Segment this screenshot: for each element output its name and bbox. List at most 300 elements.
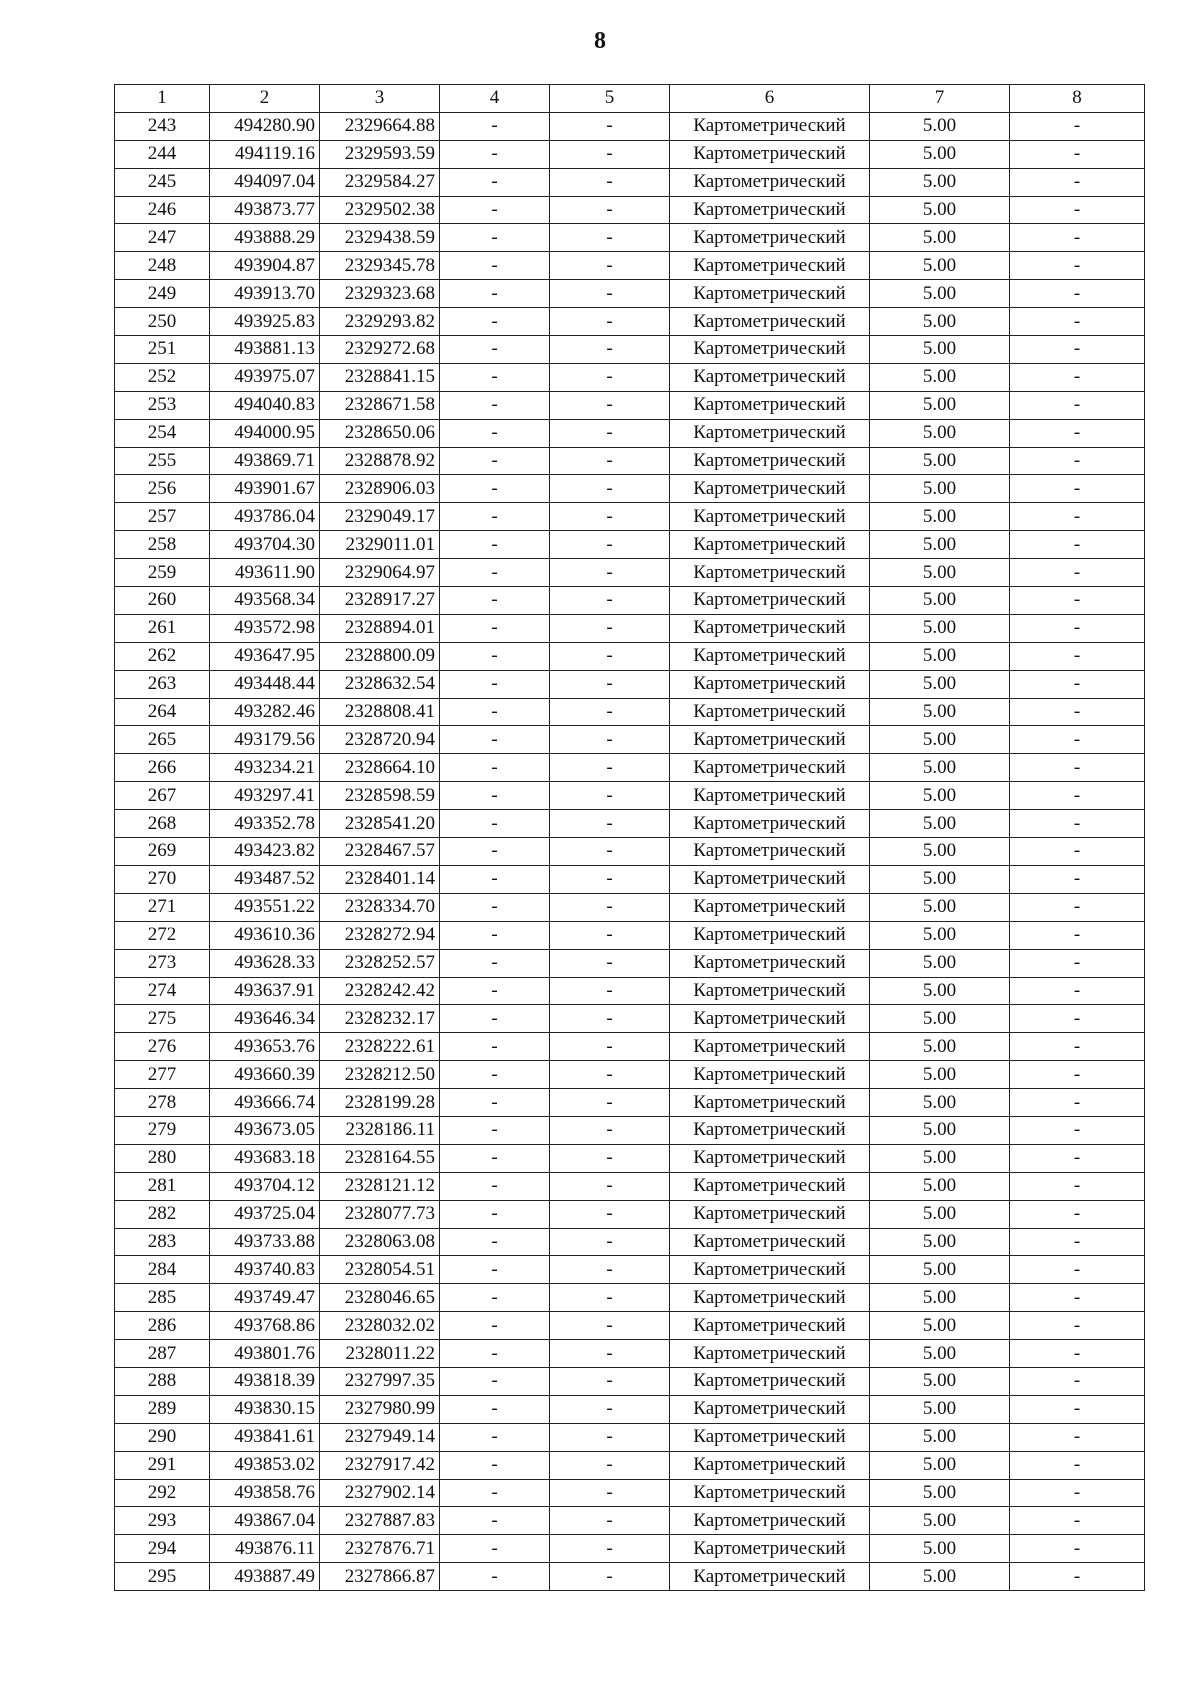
x-coordinate-cell: 493610.36: [210, 921, 320, 949]
method-cell: Картометрический: [670, 559, 870, 587]
column-8-cell: -: [1010, 587, 1145, 615]
y-coordinate-cell: 2328186.11: [320, 1116, 440, 1144]
accuracy-cell: 5.00: [870, 642, 1010, 670]
method-cell: Картометрический: [670, 1312, 870, 1340]
column-4-cell: -: [440, 782, 550, 810]
x-coordinate-cell: 493423.82: [210, 838, 320, 866]
column-4-cell: -: [440, 1367, 550, 1395]
y-coordinate-cell: 2328541.20: [320, 810, 440, 838]
accuracy-cell: 5.00: [870, 1507, 1010, 1535]
column-5-cell: -: [550, 503, 670, 531]
point-number-cell: 243: [115, 112, 210, 140]
point-number-cell: 263: [115, 670, 210, 698]
y-coordinate-cell: 2328046.65: [320, 1284, 440, 1312]
x-coordinate-cell: 493487.52: [210, 865, 320, 893]
accuracy-cell: 5.00: [870, 419, 1010, 447]
column-5-cell: -: [550, 642, 670, 670]
column-4-cell: -: [440, 391, 550, 419]
method-cell: Картометрический: [670, 224, 870, 252]
point-number-cell: 291: [115, 1451, 210, 1479]
column-4-cell: -: [440, 559, 550, 587]
column-5-cell: -: [550, 308, 670, 336]
column-8-cell: -: [1010, 168, 1145, 196]
method-cell: Картометрический: [670, 1116, 870, 1144]
column-8-cell: -: [1010, 1033, 1145, 1061]
point-number-cell: 266: [115, 754, 210, 782]
column-5-cell: -: [550, 196, 670, 224]
x-coordinate-cell: 493830.15: [210, 1395, 320, 1423]
method-cell: Картометрический: [670, 140, 870, 168]
accuracy-cell: 5.00: [870, 391, 1010, 419]
column-4-cell: -: [440, 642, 550, 670]
column-8-cell: -: [1010, 391, 1145, 419]
point-number-cell: 289: [115, 1395, 210, 1423]
column-4-cell: -: [440, 1228, 550, 1256]
column-4-cell: -: [440, 1061, 550, 1089]
method-cell: Картометрический: [670, 1507, 870, 1535]
x-coordinate-cell: 493673.05: [210, 1116, 320, 1144]
table-row: [115, 1033, 1145, 1061]
y-coordinate-cell: 2329502.38: [320, 196, 440, 224]
column-5-cell: -: [550, 224, 670, 252]
table-row: [115, 782, 1145, 810]
y-coordinate-cell: 2328894.01: [320, 614, 440, 642]
method-cell: Картометрический: [670, 893, 870, 921]
y-coordinate-cell: 2328401.14: [320, 865, 440, 893]
point-number-cell: 271: [115, 893, 210, 921]
accuracy-cell: 5.00: [870, 224, 1010, 252]
column-5-cell: -: [550, 1535, 670, 1563]
accuracy-cell: 5.00: [870, 1423, 1010, 1451]
accuracy-cell: 5.00: [870, 336, 1010, 364]
x-coordinate-cell: 493801.76: [210, 1340, 320, 1368]
column-4-cell: -: [440, 1284, 550, 1312]
table-row: [115, 252, 1145, 280]
accuracy-cell: 5.00: [870, 1200, 1010, 1228]
y-coordinate-cell: 2327887.83: [320, 1507, 440, 1535]
table-row: [115, 1005, 1145, 1033]
column-8-cell: -: [1010, 893, 1145, 921]
table-row: [115, 698, 1145, 726]
column-5-cell: -: [550, 140, 670, 168]
y-coordinate-cell: 2328598.59: [320, 782, 440, 810]
x-coordinate-cell: 493179.56: [210, 726, 320, 754]
y-coordinate-cell: 2329438.59: [320, 224, 440, 252]
column-5-cell: -: [550, 363, 670, 391]
column-5-cell: -: [550, 280, 670, 308]
point-number-cell: 278: [115, 1089, 210, 1117]
column-8-cell: -: [1010, 1005, 1145, 1033]
accuracy-cell: 5.00: [870, 168, 1010, 196]
method-cell: Картометрический: [670, 642, 870, 670]
column-4-cell: -: [440, 1172, 550, 1200]
point-number-cell: 272: [115, 921, 210, 949]
table-row: [115, 1200, 1145, 1228]
column-8-cell: -: [1010, 559, 1145, 587]
x-coordinate-cell: 493925.83: [210, 308, 320, 336]
accuracy-cell: 5.00: [870, 1033, 1010, 1061]
x-coordinate-cell: 493733.88: [210, 1228, 320, 1256]
column-header-2: 2: [210, 85, 320, 113]
column-header-6: 6: [670, 85, 870, 113]
table-body: [115, 112, 1145, 1590]
column-header-8: 8: [1010, 85, 1145, 113]
column-4-cell: -: [440, 1451, 550, 1479]
method-cell: Картометрический: [670, 921, 870, 949]
x-coordinate-cell: 493768.86: [210, 1312, 320, 1340]
column-8-cell: -: [1010, 1479, 1145, 1507]
column-4-cell: -: [440, 308, 550, 336]
table-row: [115, 1535, 1145, 1563]
column-4-cell: -: [440, 503, 550, 531]
column-4-cell: -: [440, 587, 550, 615]
point-number-cell: 246: [115, 196, 210, 224]
column-8-cell: -: [1010, 1367, 1145, 1395]
method-cell: Картометрический: [670, 1451, 870, 1479]
table-row: [115, 1340, 1145, 1368]
y-coordinate-cell: 2328242.42: [320, 977, 440, 1005]
accuracy-cell: 5.00: [870, 865, 1010, 893]
y-coordinate-cell: 2327949.14: [320, 1423, 440, 1451]
method-cell: Картометрический: [670, 810, 870, 838]
point-number-cell: 277: [115, 1061, 210, 1089]
x-coordinate-cell: 493653.76: [210, 1033, 320, 1061]
table-row: [115, 224, 1145, 252]
column-4-cell: -: [440, 447, 550, 475]
accuracy-cell: 5.00: [870, 475, 1010, 503]
point-number-cell: 247: [115, 224, 210, 252]
x-coordinate-cell: 493666.74: [210, 1089, 320, 1117]
accuracy-cell: 5.00: [870, 280, 1010, 308]
table-row: [115, 949, 1145, 977]
method-cell: Картометрический: [670, 531, 870, 559]
table-row: [115, 1256, 1145, 1284]
method-cell: Картометрический: [670, 977, 870, 1005]
column-5-cell: -: [550, 559, 670, 587]
table-row: [115, 1089, 1145, 1117]
table-row: [115, 503, 1145, 531]
column-8-cell: -: [1010, 531, 1145, 559]
point-number-cell: 288: [115, 1367, 210, 1395]
accuracy-cell: 5.00: [870, 363, 1010, 391]
column-5-cell: -: [550, 1144, 670, 1172]
method-cell: Картометрический: [670, 475, 870, 503]
point-number-cell: 261: [115, 614, 210, 642]
point-number-cell: 284: [115, 1256, 210, 1284]
column-header-5: 5: [550, 85, 670, 113]
column-5-cell: -: [550, 698, 670, 726]
point-number-cell: 274: [115, 977, 210, 1005]
column-4-cell: -: [440, 1479, 550, 1507]
point-number-cell: 279: [115, 1116, 210, 1144]
column-8-cell: -: [1010, 810, 1145, 838]
method-cell: Картометрический: [670, 168, 870, 196]
table-row: [115, 1563, 1145, 1591]
x-coordinate-cell: 493683.18: [210, 1144, 320, 1172]
point-number-cell: 249: [115, 280, 210, 308]
column-5-cell: -: [550, 838, 670, 866]
point-number-cell: 294: [115, 1535, 210, 1563]
x-coordinate-cell: 493904.87: [210, 252, 320, 280]
x-coordinate-cell: 493853.02: [210, 1451, 320, 1479]
column-8-cell: -: [1010, 1563, 1145, 1591]
x-coordinate-cell: 493297.41: [210, 782, 320, 810]
y-coordinate-cell: 2328063.08: [320, 1228, 440, 1256]
accuracy-cell: 5.00: [870, 698, 1010, 726]
y-coordinate-cell: 2329664.88: [320, 112, 440, 140]
x-coordinate-cell: 493869.71: [210, 447, 320, 475]
column-5-cell: -: [550, 949, 670, 977]
column-5-cell: -: [550, 782, 670, 810]
point-number-cell: 250: [115, 308, 210, 336]
point-number-cell: 259: [115, 559, 210, 587]
method-cell: Картометрический: [670, 838, 870, 866]
y-coordinate-cell: 2327866.87: [320, 1563, 440, 1591]
column-5-cell: -: [550, 1423, 670, 1451]
column-5-cell: -: [550, 252, 670, 280]
x-coordinate-cell: 493873.77: [210, 196, 320, 224]
column-4-cell: -: [440, 1144, 550, 1172]
x-coordinate-cell: 493841.61: [210, 1423, 320, 1451]
method-cell: Картометрический: [670, 363, 870, 391]
x-coordinate-cell: 493725.04: [210, 1200, 320, 1228]
accuracy-cell: 5.00: [870, 810, 1010, 838]
accuracy-cell: 5.00: [870, 1116, 1010, 1144]
point-number-cell: 253: [115, 391, 210, 419]
point-number-cell: 270: [115, 865, 210, 893]
method-cell: Картометрический: [670, 782, 870, 810]
column-4-cell: -: [440, 865, 550, 893]
column-5-cell: -: [550, 1507, 670, 1535]
point-number-cell: 276: [115, 1033, 210, 1061]
column-4-cell: -: [440, 1256, 550, 1284]
accuracy-cell: 5.00: [870, 1395, 1010, 1423]
column-8-cell: -: [1010, 503, 1145, 531]
x-coordinate-cell: 493704.12: [210, 1172, 320, 1200]
point-number-cell: 262: [115, 642, 210, 670]
method-cell: Картометрический: [670, 587, 870, 615]
column-8-cell: -: [1010, 1172, 1145, 1200]
column-5-cell: -: [550, 726, 670, 754]
method-cell: Картометрический: [670, 419, 870, 447]
method-cell: Картометрический: [670, 1423, 870, 1451]
column-4-cell: -: [440, 252, 550, 280]
column-4-cell: -: [440, 893, 550, 921]
column-8-cell: -: [1010, 475, 1145, 503]
x-coordinate-cell: 494040.83: [210, 391, 320, 419]
table-row: [115, 559, 1145, 587]
column-4-cell: -: [440, 838, 550, 866]
method-cell: Картометрический: [670, 252, 870, 280]
point-number-cell: 264: [115, 698, 210, 726]
y-coordinate-cell: 2328917.27: [320, 587, 440, 615]
column-8-cell: -: [1010, 1340, 1145, 1368]
column-4-cell: -: [440, 531, 550, 559]
column-5-cell: -: [550, 1451, 670, 1479]
y-coordinate-cell: 2328467.57: [320, 838, 440, 866]
table-row: [115, 112, 1145, 140]
table-row: [115, 1061, 1145, 1089]
column-5-cell: -: [550, 447, 670, 475]
column-8-cell: -: [1010, 1200, 1145, 1228]
column-8-cell: -: [1010, 614, 1145, 642]
method-cell: Картометрический: [670, 1340, 870, 1368]
method-cell: Картометрический: [670, 1256, 870, 1284]
column-4-cell: -: [440, 475, 550, 503]
column-8-cell: -: [1010, 112, 1145, 140]
method-cell: Картометрический: [670, 1033, 870, 1061]
y-coordinate-cell: 2327917.42: [320, 1451, 440, 1479]
x-coordinate-cell: 493888.29: [210, 224, 320, 252]
table-row: [115, 1423, 1145, 1451]
table-row: [115, 642, 1145, 670]
table-row: [115, 838, 1145, 866]
table-row: [115, 1284, 1145, 1312]
point-number-cell: 244: [115, 140, 210, 168]
column-4-cell: -: [440, 112, 550, 140]
column-4-cell: -: [440, 1340, 550, 1368]
column-8-cell: -: [1010, 1144, 1145, 1172]
x-coordinate-cell: 493786.04: [210, 503, 320, 531]
x-coordinate-cell: 493818.39: [210, 1367, 320, 1395]
column-4-cell: -: [440, 614, 550, 642]
point-number-cell: 269: [115, 838, 210, 866]
column-4-cell: -: [440, 363, 550, 391]
column-8-cell: -: [1010, 865, 1145, 893]
column-8-cell: -: [1010, 1507, 1145, 1535]
column-8-cell: -: [1010, 1535, 1145, 1563]
y-coordinate-cell: 2327980.99: [320, 1395, 440, 1423]
x-coordinate-cell: 493901.67: [210, 475, 320, 503]
column-8-cell: -: [1010, 140, 1145, 168]
column-4-cell: -: [440, 1089, 550, 1117]
column-4-cell: -: [440, 1563, 550, 1591]
column-5-cell: -: [550, 1172, 670, 1200]
page-number: 8: [594, 28, 606, 54]
column-4-cell: -: [440, 1200, 550, 1228]
column-8-cell: -: [1010, 1312, 1145, 1340]
accuracy-cell: 5.00: [870, 1284, 1010, 1312]
table-row: [115, 810, 1145, 838]
column-8-cell: -: [1010, 726, 1145, 754]
table-row: [115, 363, 1145, 391]
table-row: [115, 1228, 1145, 1256]
x-coordinate-cell: 493881.13: [210, 336, 320, 364]
accuracy-cell: 5.00: [870, 1005, 1010, 1033]
accuracy-cell: 5.00: [870, 308, 1010, 336]
y-coordinate-cell: 2328800.09: [320, 642, 440, 670]
method-cell: Картометрический: [670, 1479, 870, 1507]
column-5-cell: -: [550, 1061, 670, 1089]
point-number-cell: 286: [115, 1312, 210, 1340]
table-row: [115, 447, 1145, 475]
accuracy-cell: 5.00: [870, 1312, 1010, 1340]
method-cell: Картометрический: [670, 614, 870, 642]
column-4-cell: -: [440, 810, 550, 838]
y-coordinate-cell: 2328650.06: [320, 419, 440, 447]
table-header-row: [115, 85, 1145, 113]
x-coordinate-cell: 493568.34: [210, 587, 320, 615]
y-coordinate-cell: 2327876.71: [320, 1535, 440, 1563]
method-cell: Картометрический: [670, 949, 870, 977]
column-5-cell: -: [550, 810, 670, 838]
x-coordinate-cell: 493551.22: [210, 893, 320, 921]
table-row: [115, 1479, 1145, 1507]
y-coordinate-cell: 2329011.01: [320, 531, 440, 559]
method-cell: Картометрический: [670, 112, 870, 140]
column-5-cell: -: [550, 1228, 670, 1256]
column-8-cell: -: [1010, 1451, 1145, 1479]
column-8-cell: -: [1010, 308, 1145, 336]
column-5-cell: -: [550, 1340, 670, 1368]
x-coordinate-cell: 493876.11: [210, 1535, 320, 1563]
point-number-cell: 268: [115, 810, 210, 838]
x-coordinate-cell: 493704.30: [210, 531, 320, 559]
column-4-cell: -: [440, 754, 550, 782]
method-cell: Картометрический: [670, 1005, 870, 1033]
accuracy-cell: 5.00: [870, 1535, 1010, 1563]
column-5-cell: -: [550, 1200, 670, 1228]
column-4-cell: -: [440, 670, 550, 698]
column-8-cell: -: [1010, 838, 1145, 866]
column-header-4: 4: [440, 85, 550, 113]
x-coordinate-cell: 493749.47: [210, 1284, 320, 1312]
method-cell: Картометрический: [670, 336, 870, 364]
table-row: [115, 475, 1145, 503]
column-4-cell: -: [440, 1312, 550, 1340]
y-coordinate-cell: 2328232.17: [320, 1005, 440, 1033]
y-coordinate-cell: 2329593.59: [320, 140, 440, 168]
column-5-cell: -: [550, 614, 670, 642]
column-4-cell: -: [440, 1395, 550, 1423]
accuracy-cell: 5.00: [870, 112, 1010, 140]
y-coordinate-cell: 2328272.94: [320, 921, 440, 949]
column-5-cell: -: [550, 977, 670, 1005]
table-row: [115, 893, 1145, 921]
method-cell: Картометрический: [670, 1172, 870, 1200]
accuracy-cell: 5.00: [870, 1340, 1010, 1368]
y-coordinate-cell: 2328032.02: [320, 1312, 440, 1340]
accuracy-cell: 5.00: [870, 614, 1010, 642]
x-coordinate-cell: 493913.70: [210, 280, 320, 308]
column-5-cell: -: [550, 865, 670, 893]
table-row: [115, 726, 1145, 754]
x-coordinate-cell: 493628.33: [210, 949, 320, 977]
y-coordinate-cell: 2328222.61: [320, 1033, 440, 1061]
accuracy-cell: 5.00: [870, 893, 1010, 921]
method-cell: Картометрический: [670, 865, 870, 893]
y-coordinate-cell: 2329584.27: [320, 168, 440, 196]
point-number-cell: 285: [115, 1284, 210, 1312]
column-4-cell: -: [440, 280, 550, 308]
x-coordinate-cell: 493572.98: [210, 614, 320, 642]
point-number-cell: 255: [115, 447, 210, 475]
table-row: [115, 865, 1145, 893]
column-8-cell: -: [1010, 224, 1145, 252]
method-cell: Картометрический: [670, 308, 870, 336]
y-coordinate-cell: 2329272.68: [320, 336, 440, 364]
column-8-cell: -: [1010, 1395, 1145, 1423]
table-row: [115, 196, 1145, 224]
column-5-cell: -: [550, 1367, 670, 1395]
column-4-cell: -: [440, 1507, 550, 1535]
column-5-cell: -: [550, 1395, 670, 1423]
column-5-cell: -: [550, 1312, 670, 1340]
column-8-cell: -: [1010, 1256, 1145, 1284]
y-coordinate-cell: 2328077.73: [320, 1200, 440, 1228]
table-row: [115, 587, 1145, 615]
column-5-cell: -: [550, 391, 670, 419]
